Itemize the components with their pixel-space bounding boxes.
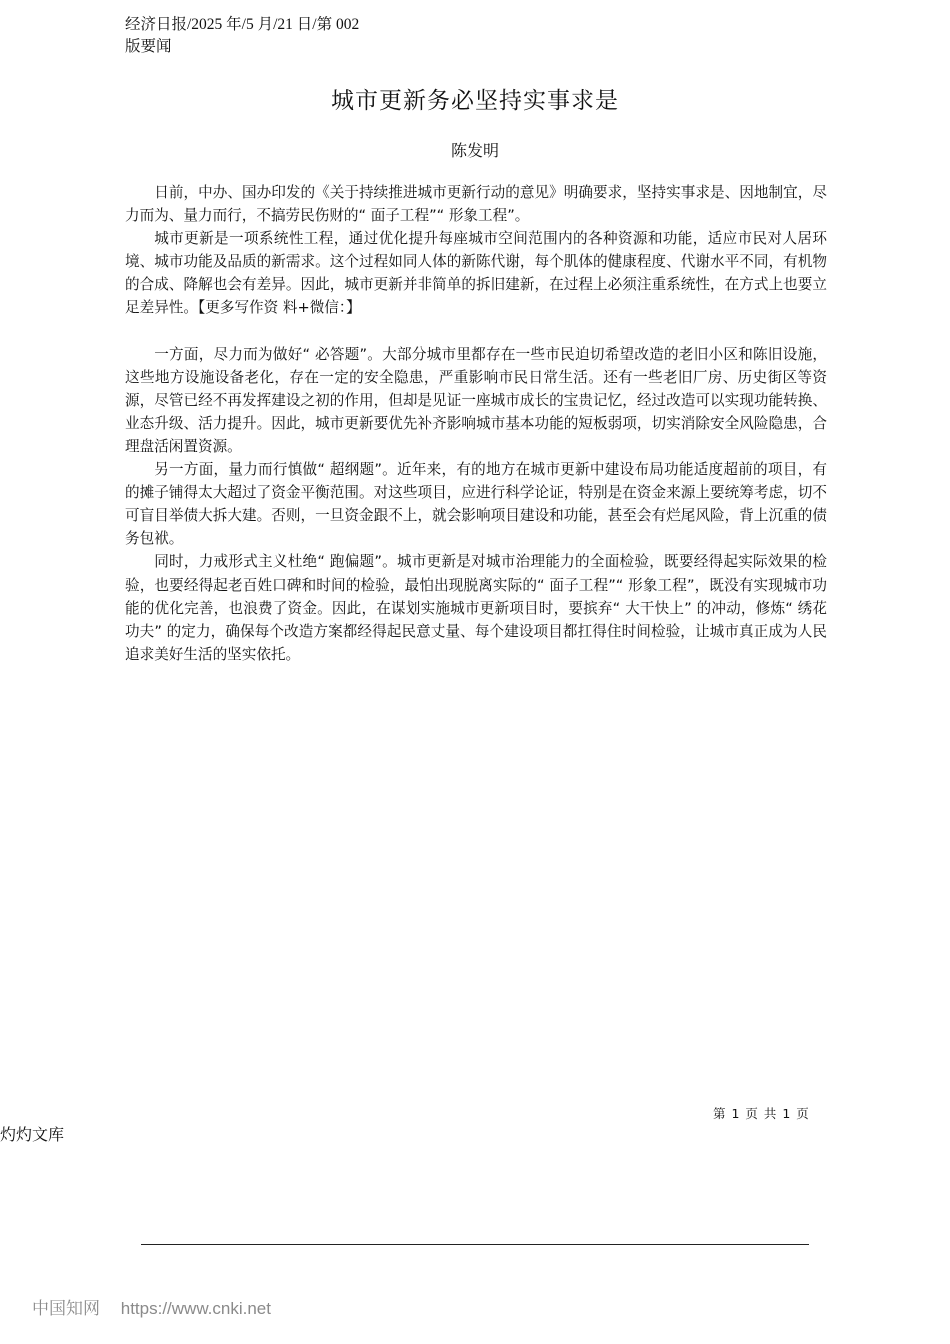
paragraph: 城市更新是一项系统性工程，通过优化提升每座城市空间范围内的各种资源和功能，适应市民对人居环境、城市功能及品质的新需求。这个过程如同人体的新陈代谢，每个肌体的健康程度、代谢水平不同，有机物的合成、降解也会有差异。因此，城市更新并非简单的拆旧建新，在过程上必须注重系统性，在方式上也要立足差异性。【更多写作资 料+微信：】 [125, 230, 827, 317]
cnki-footer [32, 1294, 271, 1319]
paragraph: 一方面，尽力而为做好“ 必答题”。大部分城市里都存在一些市民迫切希望改造的老旧小区和陈旧设施，这些地方设施设备老化，存在一定的安全隐患，严重影响市民日常生活。还有一些老旧厂房、历史街区等资源，尽管已经不再发挥建设之初的作用，但却是见证一座城市成长的宝贵记忆，经过改造可以实现功能转换、业态升级、活力提升。因此，城市更新要优先补齐影响城市基本功能的短板弱项，切实消除安全风险隐患，合理盘活闲置资源。 [125, 345, 827, 455]
brand-watermark: 灼灼文库 [0, 1125, 65, 1144]
source-info [125, 14, 359, 58]
article-author: 陈发明 [450, 141, 499, 160]
source-line-2: 版要闻 [125, 38, 172, 55]
divider-line [141, 1244, 809, 1245]
page-indicator: 第 1 页 共 1 页 [713, 1106, 810, 1121]
source-line-1: 经济日报/2025 年/5 月/21 日/第 002 [125, 16, 360, 33]
paragraph: 日前，中办、国办印发的《关于持续推进城市更新行动的意见》明确要求，坚持实事求是、因地制宜，尽力而为、量力而行，不搞劳民伤财的“ 面子工程”“ 形象工程”。 [125, 184, 827, 225]
article-body [125, 181, 827, 666]
paragraph: 同时，力戒形式主义杜绝“ 跑偏题”。城市更新是对城市治理能力的全面检验，既要经得起实际效果的检验，也要经得起老百姓口碑和时间的检验，最怕出现脱离实际的“ 面子工程”“ 形象工程”，既没有实现城市功能的优化完善，也浪费了资金。因此，在谋划实施城市更新项目时，要摈弃“ 大干快上” 的冲动，修炼“ 绣花功夫” 的定力，确保每个改造方案都经得起民意丈量、每个建设项目都扛得住时间检验，让城市真正成为人民追求美好生活的坚实依托。 [125, 553, 827, 663]
article-title: 城市更新务必坚持实事求是 [331, 88, 619, 114]
cnki-url-link[interactable]: https://www.cnki.net [120, 1299, 271, 1318]
cnki-logo-text: 中国知网 [32, 1299, 100, 1318]
paragraph: 另一方面，量力而行慎做“ 超纲题”。近年来，有的地方在城市更新中建设布局功能适度超前的项目，有的摊子铺得太大超过了资金平衡范围。对这些项目，应进行科学论证，特别是在资金来源上要统筹考虑，切不可盲目举债大拆大建。否则，一旦资金跟不上，就会影响项目建设和功能，甚至会有烂尾风险，背上沉重的债务包袱。 [125, 461, 827, 548]
